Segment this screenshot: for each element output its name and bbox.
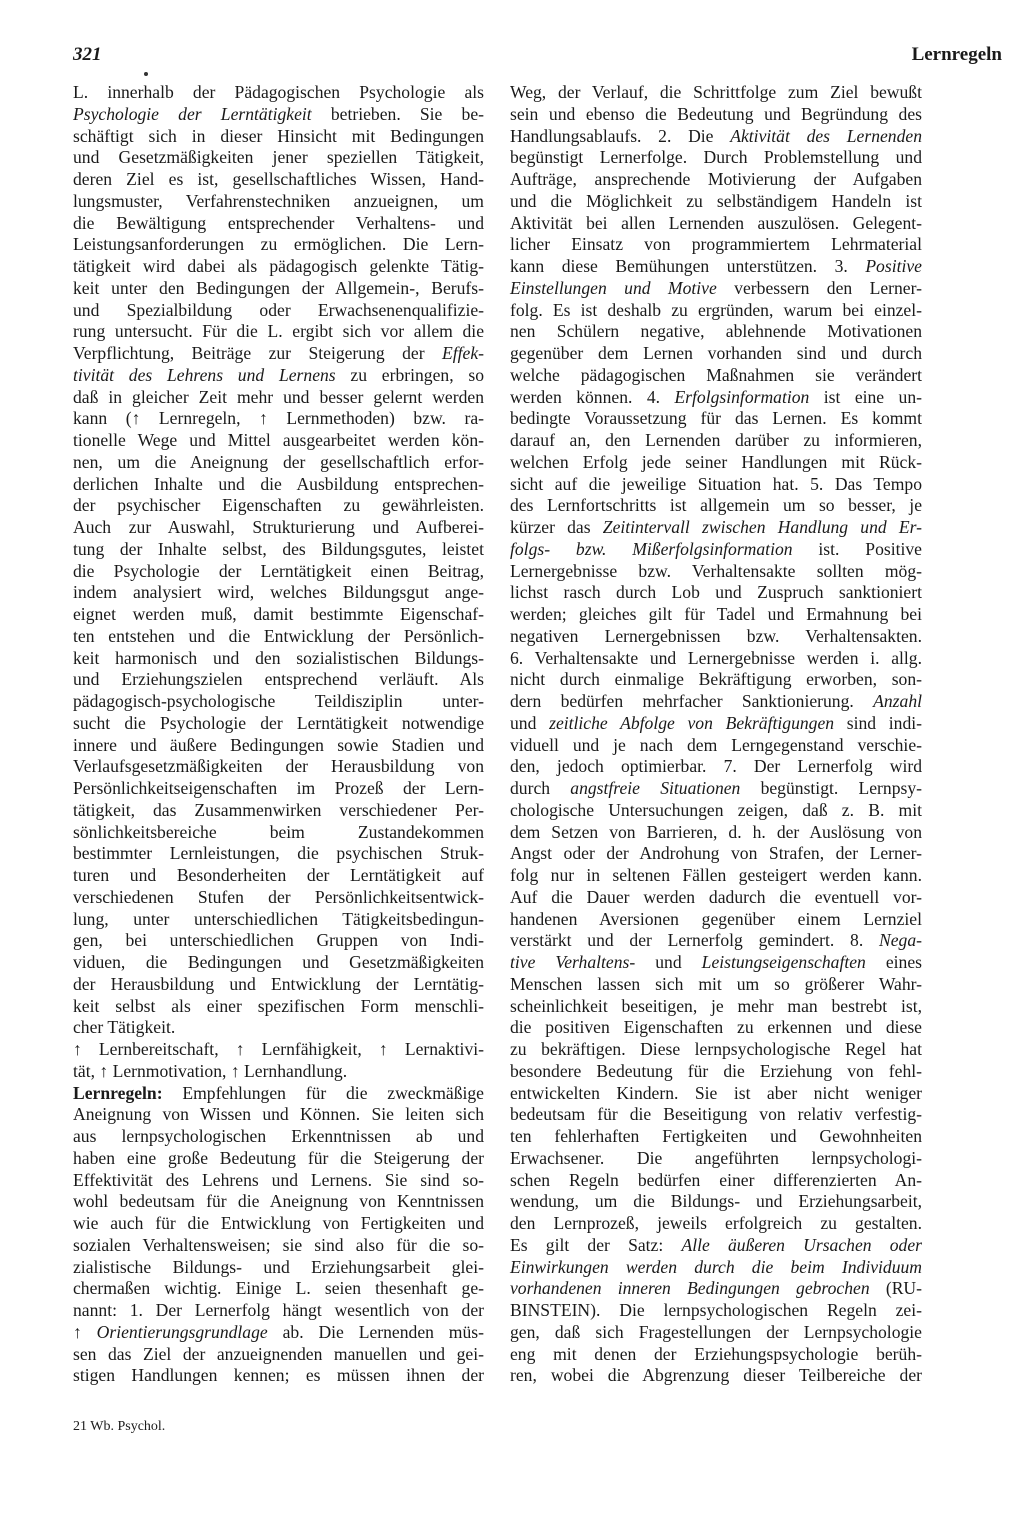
text-line xyxy=(510,256,922,278)
text-run: scheinlichkeit beseitigen, je mehr man bestrebt ist, xyxy=(510,995,922,1016)
text-line xyxy=(510,691,922,713)
text-line xyxy=(73,1300,484,1322)
text-line xyxy=(73,1257,484,1279)
text-run: keit harmonisch und den sozialistischen Bildungs- xyxy=(73,647,484,668)
text-line xyxy=(73,974,484,996)
text-line xyxy=(510,1170,922,1192)
text-run: stigen Handlungen kennen; es müssen ihnen der xyxy=(73,1365,484,1386)
text-run: schäftigt sich in dieser Hinsicht mit Bedingungen xyxy=(73,125,484,146)
text-line xyxy=(73,104,484,126)
text-line xyxy=(73,1104,484,1126)
text-line xyxy=(510,735,922,757)
text-line xyxy=(73,517,484,539)
emphasis-text: Einstellungen und Motive xyxy=(510,277,717,298)
text-line xyxy=(73,778,484,800)
text-run: Handlungsablaufs. 2. Die xyxy=(510,125,731,146)
text-run: bedingte Voraussetzung für das Lernen. Es kommt xyxy=(510,408,922,429)
text-run: dem Setzen von Barrieren, d. h. der Auslösung von xyxy=(510,821,922,842)
emphasis-text: angstfreie Situationen xyxy=(570,778,741,798)
text-line xyxy=(73,713,484,735)
text-run: Lernergebnisse bzw. Verhaltensakte sollten mög- xyxy=(510,560,922,581)
text-line xyxy=(510,1257,922,1279)
text-run: Empfehlungen für die zweckmäßige xyxy=(162,1082,484,1103)
text-run: sicht auf die jeweilige Situation hat. 5. Das Tempo xyxy=(510,473,922,494)
text-line xyxy=(510,495,922,517)
text-line xyxy=(510,517,922,539)
emphasis-text: Psychologie der Lerntätigkeit xyxy=(73,103,312,124)
text-run: wohl bedeutsam für die Aneignung von Kenntnissen xyxy=(73,1191,484,1212)
text-line xyxy=(73,800,484,822)
text-run: und Spezialbildung oder Erwachsenenqualifizie- xyxy=(73,299,484,320)
text-run: den Lernprozeß, jeweils erfolgreich zu gestalten. xyxy=(510,1213,922,1233)
text-run: verstärkt und der Lernerfolg gemindert. 8. xyxy=(510,930,879,951)
text-line xyxy=(510,126,922,148)
text-line xyxy=(73,191,484,213)
text-run: Erwachsener. Die angeführten lernpsychologi- xyxy=(510,1147,922,1168)
text-run: besondere Bedeutung für die Erziehung von fehl- xyxy=(510,1060,922,1081)
text-run: und Erziehungszielen entsprechend verläuft. Als xyxy=(73,669,484,690)
text-line xyxy=(73,1365,484,1387)
text-run: nicht durch einmalige Bekräftigung erworben, son- xyxy=(510,669,922,690)
text-run: nannt: 1. Der Lernerfolg hängt wesentlich von der xyxy=(73,1300,484,1320)
emphasis-text: zeitliche Abfolge von Bekräftigungen xyxy=(549,712,835,733)
text-line xyxy=(510,321,922,343)
text-line xyxy=(510,213,922,235)
text-run: begünstigt Lernerfolge. Durch Problemstellung und xyxy=(510,147,922,168)
text-line xyxy=(510,234,922,256)
text-run: lung, unter unterschiedlichen Tätigkeitsbedingun- xyxy=(73,908,484,929)
text-run: der Herausbildung und Entwicklung der Lerntätig- xyxy=(73,973,484,994)
text-run: ten entstehen und die Entwicklung der Persönlich- xyxy=(73,625,484,646)
text-run: nen Schülern negative, ablehnende Motivationen xyxy=(510,321,922,342)
text-line xyxy=(73,604,484,626)
left-column xyxy=(73,82,484,1387)
text-run: Persönlichkeitseigenschaften im Prozeß der Lern- xyxy=(73,778,484,798)
text-run: Auch zur Auswahl, Strukturierung und Aufberei- xyxy=(73,517,484,537)
text-run: handenen Aversionen gegenüber einem Lernziel xyxy=(510,908,922,929)
text-line xyxy=(510,1300,922,1322)
text-run: folg nur in seltenen Fällen gesteigert werden kann. xyxy=(510,865,922,885)
text-line xyxy=(73,474,484,496)
text-line xyxy=(510,1148,922,1170)
text-run: des Lernfortschritts ist allgemein um so besser, je xyxy=(510,495,922,516)
text-line xyxy=(510,343,922,365)
text-line xyxy=(73,1061,484,1083)
text-run: Menschen lassen sich mit um so größerer Wahr- xyxy=(510,973,922,994)
text-line xyxy=(73,996,484,1018)
text-run: aus lernpsychologischen Erkenntnissen ab und xyxy=(73,1126,484,1146)
text-run: verbessern den Lerner- xyxy=(716,277,922,298)
text-run: viduell und je nach dem Lerngegenstand verschie- xyxy=(510,734,922,755)
text-line xyxy=(510,169,922,191)
text-line xyxy=(510,1365,922,1387)
text-line xyxy=(510,365,922,387)
text-line xyxy=(510,626,922,648)
text-line xyxy=(510,104,922,126)
text-line xyxy=(73,1322,484,1344)
text-run: daß in gleicher Zeit mehr und besser gelernt werden xyxy=(73,386,484,407)
text-run: betrieben. Sie be- xyxy=(311,103,485,124)
text-run: der psychischer Eigenschaften zu gewährleisten. xyxy=(73,495,484,516)
text-line xyxy=(510,1039,922,1061)
text-run: Auf die Dauer werden dadurch die eventuell vor- xyxy=(510,886,922,907)
text-run: keit selbst als einer spezifischen Form menschli- xyxy=(73,995,484,1016)
text-run: chologische Untersuchungen zeigen, daß z. B. mit xyxy=(510,799,922,820)
text-run: und Gesetzmäßigkeiten jener speziellen Tätigkeit, xyxy=(73,147,484,168)
text-run: sein und ebenso die Bedeutung und Begründung des xyxy=(510,103,922,124)
emphasis-text: Nega- xyxy=(879,930,922,951)
text-run: welche pädagogischen Maßnahmen sie verändert xyxy=(510,364,922,385)
text-run: eignet werden muß, damit bestimmte Eigenschaf- xyxy=(73,604,484,624)
text-run: Es gilt der Satz: xyxy=(510,1234,682,1255)
text-line xyxy=(73,626,484,648)
text-run: viduen, die Bedingungen und Gesetzmäßigkeiten xyxy=(73,952,484,972)
text-run: rung untersucht. Für die L. ergibt sich vor allem die xyxy=(73,321,484,342)
text-line xyxy=(510,822,922,844)
text-line xyxy=(510,539,922,561)
text-line xyxy=(510,82,922,104)
text-run: indem analysiert wird, welches Bildungsgut ange- xyxy=(73,582,484,603)
text-line xyxy=(510,800,922,822)
text-line xyxy=(73,1126,484,1148)
text-run: zu bekräftigen. Diese lernpsychologische Regel hat xyxy=(510,1039,922,1059)
text-line xyxy=(73,1213,484,1235)
text-line xyxy=(73,1083,484,1105)
text-run: kann (↑ Lernregeln, ↑ Lernmethoden) bzw. ra- xyxy=(73,408,484,429)
text-line xyxy=(510,648,922,670)
text-run: durch xyxy=(510,778,571,798)
text-line xyxy=(73,865,484,887)
text-run: sen das Ziel der anzueignenden manuellen und gei- xyxy=(73,1343,484,1364)
text-line xyxy=(73,300,484,322)
text-line xyxy=(510,1126,922,1148)
text-run: bedeutsam für die Beseitigung von relativ verfestig- xyxy=(510,1104,922,1125)
text-line xyxy=(73,343,484,365)
text-line xyxy=(510,996,922,1018)
text-line xyxy=(73,1039,484,1061)
text-run: keit unter den Bedingungen der Allgemein-, Berufs- xyxy=(73,277,484,298)
text-run: ↑ Lernbereitschaft, ↑ Lernfähigkeit, ↑ Lernaktivi- xyxy=(73,1039,484,1059)
text-run: BINSTEIN). Die lernpsychologischen Regeln zei- xyxy=(510,1300,922,1320)
text-run: begünstigt. Lernpsy- xyxy=(740,778,922,798)
text-line xyxy=(73,669,484,691)
print-speck xyxy=(144,72,148,76)
text-line xyxy=(73,952,484,974)
text-run: haben eine große Bedeutung für die Steigerung der xyxy=(73,1147,484,1168)
text-run: ab. Die Lernenden müs- xyxy=(267,1321,484,1342)
text-line xyxy=(510,974,922,996)
text-run: ren, wobei die Abgrenzung dieser Teilbereiche der xyxy=(510,1365,922,1386)
text-line xyxy=(510,1083,922,1105)
text-run: turen und Besonderheiten der Lerntätigkeit auf xyxy=(73,865,484,885)
text-run: eines xyxy=(865,952,923,972)
text-run: Verlaufsgesetzmäßigkeiten der Herausbildung von xyxy=(73,756,484,777)
text-run: lungsmuster, Verfahrenstechniken anzueignen, um xyxy=(73,190,484,211)
text-line xyxy=(73,887,484,909)
text-line xyxy=(510,387,922,409)
text-run: kürzer das xyxy=(510,517,603,537)
text-run: derlichen Inhalte und die Ausbildung entsprechen- xyxy=(73,473,484,494)
text-line xyxy=(510,865,922,887)
text-line xyxy=(510,952,922,974)
emphasis-text: Alle äußeren Ursachen oder xyxy=(681,1234,923,1255)
text-run: innere und äußere Bedingungen sowie Stadien und xyxy=(73,734,484,755)
text-line xyxy=(510,452,922,474)
text-run: tätigkeit, das Zusammenwirken verschiedener Per- xyxy=(73,799,484,820)
text-run: verschiedenen Stufen der Persönlichkeitsentwick- xyxy=(73,886,484,907)
text-run: gen, bei unterschiedlichen Gruppen von Indi- xyxy=(73,930,484,951)
text-run: bestimmter Lernleistungen, die psychischen Struk- xyxy=(73,843,484,864)
text-run: negativen Lernergebnissen bzw. Verhaltensakten. xyxy=(510,625,922,646)
text-run: pädagogisch-psychologische Teildisziplin unter- xyxy=(73,691,484,711)
text-run: zu erbringen, so xyxy=(335,364,484,385)
running-head: Lernregeln xyxy=(911,44,1002,65)
text-run: gegenüber dem Lernen vorhanden sind und durch xyxy=(510,343,922,363)
text-line xyxy=(73,365,484,387)
text-run: L. innerhalb der Pädagogischen Psychologie als xyxy=(73,82,484,102)
text-run: die Psychologie der Lerntätigkeit einen Beitrag, xyxy=(73,560,484,581)
text-run: und die Möglichkeit zu selbständigem Handeln ist xyxy=(510,190,922,211)
text-line xyxy=(510,561,922,583)
text-run: Aktivität bei allen Lernenden auszulösen. Gelegent- xyxy=(510,212,922,233)
text-line xyxy=(73,843,484,865)
text-run: folg. Es ist deshalb zu ergründen, warum bei einzel- xyxy=(510,299,922,320)
text-run: tätigkeit wird dabei als pädagogisch gelenkte Tätig- xyxy=(73,256,484,276)
emphasis-text: Effek- xyxy=(442,343,484,363)
text-line xyxy=(73,582,484,604)
text-line xyxy=(510,1017,922,1039)
text-line xyxy=(510,1278,922,1300)
text-line xyxy=(510,604,922,626)
text-line xyxy=(73,82,484,104)
text-run: ↑ xyxy=(73,1321,97,1342)
text-line xyxy=(73,561,484,583)
text-run: Aufträge, ansprechende Motivierung der Aufgaben xyxy=(510,169,922,189)
text-line xyxy=(510,843,922,865)
text-run: wie auch für die Entwicklung von Fertigkeiten und xyxy=(73,1213,484,1233)
text-line xyxy=(73,539,484,561)
text-line xyxy=(510,278,922,300)
text-run: ten fehlerhaften Fertigkeiten und Gewohnheiten xyxy=(510,1126,922,1146)
emphasis-text: Erfolgsinformation xyxy=(674,386,810,407)
text-line xyxy=(73,147,484,169)
text-line xyxy=(73,234,484,256)
text-line xyxy=(73,387,484,409)
text-line xyxy=(510,1104,922,1126)
text-line xyxy=(73,213,484,235)
text-run: welchen Erfolg jede seiner Handlungen mit Rück- xyxy=(510,451,922,472)
text-run: wendung, um die Bildungs- und Erziehungsarbeit, xyxy=(510,1191,922,1212)
emphasis-text: Anzahl xyxy=(873,691,922,711)
text-line xyxy=(510,909,922,931)
text-line xyxy=(73,1278,484,1300)
text-line xyxy=(510,1322,922,1344)
text-line xyxy=(73,930,484,952)
text-line xyxy=(510,1213,922,1235)
emphasis-text: tive Verhaltens- xyxy=(510,952,636,972)
text-line xyxy=(73,169,484,191)
text-run: cher Tätigkeit. xyxy=(73,1017,176,1038)
text-line xyxy=(73,909,484,931)
text-line xyxy=(73,1148,484,1170)
text-line xyxy=(73,1235,484,1257)
text-run: und xyxy=(510,712,550,733)
text-run: den, jedoch optimierbar. 7. Der Lernerfolg wird xyxy=(510,756,922,777)
emphasis-text: Orientierungsgrundlage xyxy=(96,1321,268,1342)
text-run: die Bewältigung entsprechender Verhaltens- und xyxy=(73,212,484,233)
text-run: Angst oder der Androhung von Strafen, der Lerner- xyxy=(510,843,922,864)
entry-headword: Lernregeln: xyxy=(73,1082,163,1103)
text-run: Verpflichtung, Beiträge zur Steigerung der xyxy=(73,343,442,363)
text-run: werden können. 4. xyxy=(510,386,675,407)
text-run: kann diese Bemühungen unterstützen. 3. xyxy=(510,256,866,276)
text-run: gen, daß sich Fragestellungen der Lernpsychologie xyxy=(510,1321,922,1342)
text-line xyxy=(510,887,922,909)
text-run: tät, ↑ Lernmotivation, ↑ Lernhandlung. xyxy=(73,1060,348,1081)
text-line xyxy=(73,1191,484,1213)
text-line xyxy=(510,1344,922,1366)
text-line xyxy=(73,430,484,452)
text-line xyxy=(73,1344,484,1366)
text-line xyxy=(510,1061,922,1083)
text-run: deren Ziel es ist, gesellschaftliches Wissen, Hand- xyxy=(73,169,484,189)
text-run: zialistische Bildungs- und Erziehungsarbeit glei- xyxy=(73,1256,484,1277)
text-run: eng mit denen der Erziehungspsychologie berüh- xyxy=(510,1343,922,1364)
text-line xyxy=(73,256,484,278)
text-run: die positiven Eigenschaften zu erkennen und diese xyxy=(510,1017,922,1038)
text-run: und xyxy=(635,952,702,972)
text-line xyxy=(510,1235,922,1257)
text-run: schen Regeln bedürfen einer differenzierten An- xyxy=(510,1169,922,1190)
emphasis-text: Positive xyxy=(865,256,922,276)
text-run: Leistungsanforderungen zu ermöglichen. Die Lern- xyxy=(73,234,484,255)
footer-signature: 21 Wb. Psychol. xyxy=(73,1419,166,1434)
text-line xyxy=(510,669,922,691)
text-run: ist eine un- xyxy=(809,386,922,407)
text-run: sind indi- xyxy=(834,712,923,733)
text-run: tung der Inhalte selbst, des Bildungsgutes, leistet xyxy=(73,538,484,559)
text-run: Effektivität des Lehrens und Lernens. Sie sind so- xyxy=(73,1169,484,1190)
text-line xyxy=(73,1170,484,1192)
text-line xyxy=(510,778,922,800)
text-line xyxy=(510,474,922,496)
text-line xyxy=(73,735,484,757)
text-run: sönlichkeitsbereiche beim Zustandekommen xyxy=(73,821,484,842)
text-line xyxy=(73,648,484,670)
text-line xyxy=(73,126,484,148)
text-run: dern bedürfen mehrfacher Sanktionierung. xyxy=(510,691,874,711)
emphasis-text: Aktivität des Lernenden xyxy=(730,125,922,146)
text-line xyxy=(510,147,922,169)
emphasis-text: Leistungseigenschaften xyxy=(701,952,866,972)
text-line xyxy=(510,713,922,735)
text-line xyxy=(73,1017,484,1039)
text-line xyxy=(510,930,922,952)
text-run: nen, um die Aneignung der gesellschaftlich erfor- xyxy=(73,451,484,472)
text-line xyxy=(510,430,922,452)
emphasis-text: tivität des Lehrens und Lernens xyxy=(73,364,336,385)
text-line xyxy=(510,1191,922,1213)
text-run: sozialen Verhaltensweisen; sie sind also für die so- xyxy=(73,1234,484,1255)
text-run: licher Einsatz von programmiertem Lehrmaterial xyxy=(510,234,922,255)
text-run: Weg, der Verlauf, die Schrittfolge zum Ziel bewußt xyxy=(510,82,922,102)
text-line xyxy=(73,278,484,300)
text-line xyxy=(73,408,484,430)
text-line xyxy=(510,582,922,604)
text-line xyxy=(510,300,922,322)
text-run: lichst rasch durch Lob und Zuspruch sanktioniert xyxy=(510,582,922,603)
text-run: (RU- xyxy=(869,1278,922,1299)
text-run: werden; gleiches gilt für Tadel und Ermahnung bei xyxy=(510,604,922,624)
text-line xyxy=(510,191,922,213)
text-run: darauf an, den Lernenden darüber zu informieren, xyxy=(510,430,922,450)
text-line xyxy=(73,691,484,713)
text-run: entwickelten Kindern. Sie ist aber nicht weniger xyxy=(510,1082,922,1103)
text-line xyxy=(510,756,922,778)
text-run: chermaßen wichtig. Einige L. seien thesenhaft ge- xyxy=(73,1278,484,1299)
text-run: 6. Verhaltensakte und Lernergebnisse werden i. allg. xyxy=(510,647,922,668)
text-line xyxy=(510,408,922,430)
emphasis-text: folgs- bzw. Mißerfolgsinformation xyxy=(510,538,793,559)
emphasis-text: Einwirkungen werden durch die beim Individuum xyxy=(510,1256,922,1277)
text-line xyxy=(73,321,484,343)
page-number: 321 xyxy=(73,44,102,65)
right-column xyxy=(510,82,922,1387)
text-line xyxy=(73,756,484,778)
text-line xyxy=(73,822,484,844)
emphasis-text: vorhandenen inneren Bedingungen gebrochen xyxy=(510,1278,870,1299)
text-line xyxy=(73,495,484,517)
text-run: Aneignung von Wissen und Können. Sie leiten sich xyxy=(73,1104,484,1125)
text-line xyxy=(73,452,484,474)
text-run: sucht die Psychologie der Lerntätigkeit notwendige xyxy=(73,712,484,733)
emphasis-text: Zeitintervall zwischen Handlung und Er- xyxy=(602,517,922,537)
text-run: ist. Positive xyxy=(792,538,922,559)
text-run: tionelle Wege und Mittel ausgearbeitet werden kön- xyxy=(73,430,484,450)
